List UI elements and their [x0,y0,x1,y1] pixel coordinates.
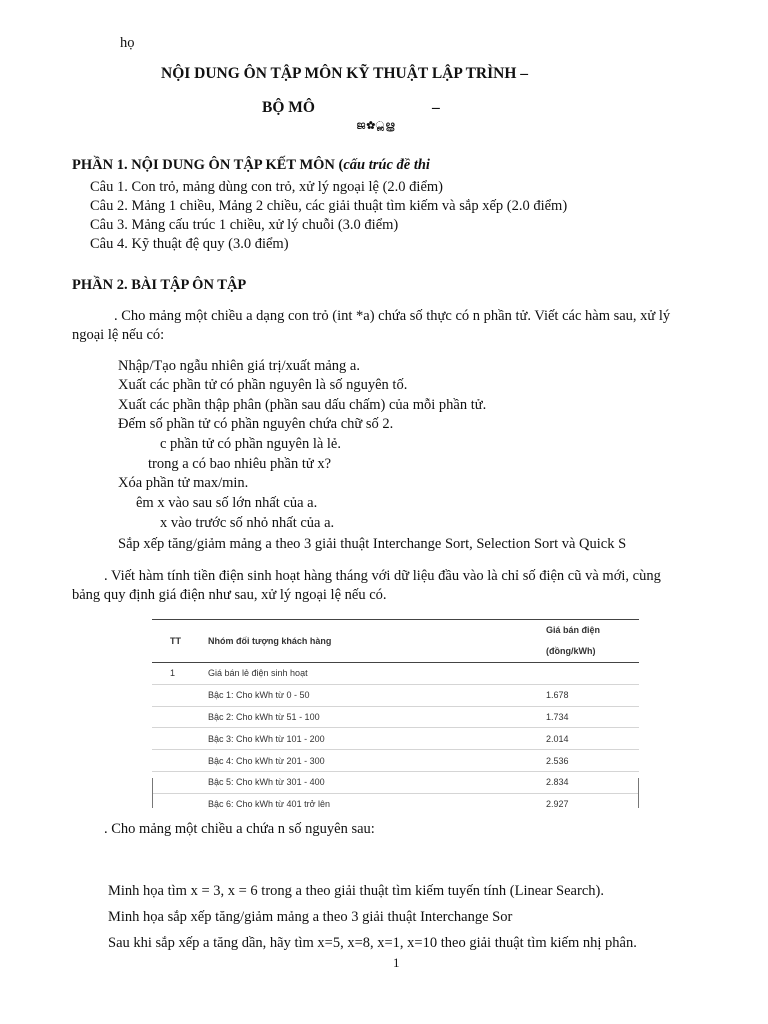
header-fragment: họ [120,35,135,51]
document-subtitle: BỘ MÔ [262,99,315,116]
table-cell [152,706,208,728]
table-cell [152,793,208,814]
table-cell: 2.927 [546,799,569,810]
exercise1-item: Xuất các phần thập phân (phần sau dấu chấm) của mỗi phần tử. [118,397,487,413]
table-cell: Bậc 1: Cho kWh từ 0 - 50 [208,684,544,706]
table-cell [544,663,639,685]
part1-heading: PHẦN 1. NỘI DUNG ÔN TẬP KẾT MÔN (cấu trúc đề thi [72,157,430,173]
exercise3-item: Minh họa tìm x = 3, x = 6 trong a theo giải thuật tìm kiếm tuyến tính (Linear Search). [108,883,604,899]
exercise1-item: x vào trước số nhỏ nhất của a. [160,515,335,531]
table-cell: 2.014 [544,728,639,750]
exercise1-text: . Cho mảng một chiều a dạng con trỏ (int *a) chứa số thực có n phần tử. Viết các hàm sau, xử lý [114,308,671,324]
table-header-row [152,620,639,663]
table-row [152,684,639,706]
table-cell: 1 [152,663,208,685]
part1-item: Câu 3. Mảng cấu trúc 1 chiều, xử lý chuỗi (3.0 điểm) [90,217,399,233]
table-row [152,706,639,728]
page-number: 1 [393,955,400,970]
table-cell: Bậc 5: Cho kWh từ 301 - 400 [208,771,544,793]
table-row [152,663,639,685]
table-row [152,793,639,814]
exercise3-item: Minh họa sắp xếp tăng/giảm mảng a theo 3 giải thuật Interchange Sor [108,909,513,925]
table-cell: 2.536 [544,750,639,772]
table-cell: Bậc 4: Cho kWh từ 201 - 300 [208,750,544,772]
exercise1-item: êm x vào sau số lớn nhất của a. [136,495,318,511]
table-cell: Giá bán lẻ điện sinh hoạt [208,663,544,685]
table-cell: Bậc 2: Cho kWh từ 51 - 100 [208,706,544,728]
subtitle-dash: – [432,99,440,116]
exercise2-text: bảng quy định giá điện như sau, xử lý ngoại lệ nếu có. [72,587,387,603]
exercise1-item: Xuất các phần tử có phần nguyên là số nguyên tố. [118,377,408,393]
table-row [152,750,639,772]
table-cell: Bậc 6: Cho kWh từ 401 trở lên [208,799,330,810]
table-edge-left [152,778,153,808]
header-cell: Giá bán điện (đồng/kWh) [544,620,639,663]
exercise1-item: c phần tử có phần nguyên là lẻ. [160,436,341,452]
table-cell [152,684,208,706]
header-cell: TT [152,620,208,663]
electricity-price-table [152,619,639,815]
exercise1-text: ngoại lệ nếu có: [72,327,165,343]
exercise1-item: trong a có bao nhiêu phần tử x? [148,456,332,472]
exercise1-item: Xóa phần tử max/min. [118,475,249,491]
part1-item: Câu 4. Kỹ thuật đệ quy (3.0 điểm) [90,236,289,252]
table-cell: 2.834 [544,771,639,793]
exercise3-text: . Cho mảng một chiều a chứa n số nguyên sau: [104,821,375,837]
exercise1-item: Đếm số phần tử có phần nguyên chứa chữ số 2. [118,416,394,432]
header-cell: Nhóm đối tượng khách hàng [208,620,544,663]
exercise2-text: . Viết hàm tính tiền điện sinh hoạt hàng tháng với dữ liệu đầu vào là chỉ số điện cũ và mới, cùng [104,568,661,584]
part1-item: Câu 1. Con trỏ, mảng dùng con trỏ, xử lý ngoại lệ (2.0 điểm) [90,179,443,195]
table-cell [152,728,208,750]
table-cell [152,771,208,793]
table-cell: 1.678 [544,684,639,706]
table-cell [152,750,208,772]
document-title: NỘI DUNG ÔN TẬP MÔN KỸ THUẬT LẬP TRÌNH – [161,65,529,82]
table-edge-right [638,778,639,808]
table-row [152,728,639,750]
exercise1-item: Sắp xếp tăng/giảm mảng a theo 3 giải thuật Interchange Sort, Selection Sort và Quick S [118,536,627,552]
part1-item: Câu 2. Mảng 1 chiều, Mảng 2 chiều, các giải thuật tìm kiếm và sắp xếp (2.0 điểm) [90,198,568,214]
exercise1-item: Nhập/Tạo ngẫu nhiên giá trị/xuất mảng a. [118,358,360,374]
table-row [152,771,639,793]
exercise3-item: Sau khi sắp xếp a tăng dần, hãy tìm x=5, x=8, x=1, x=10 theo giải thuật tìm kiếm nhị phân. [108,935,637,951]
part2-heading: PHẦN 2. BÀI TẬP ÔN TẬP [72,277,247,293]
table-cell: Bậc 3: Cho kWh từ 101 - 200 [208,728,544,750]
ornament-divider: ജ✿ൢൠ [356,119,396,132]
table-cell: 1.734 [544,706,639,728]
